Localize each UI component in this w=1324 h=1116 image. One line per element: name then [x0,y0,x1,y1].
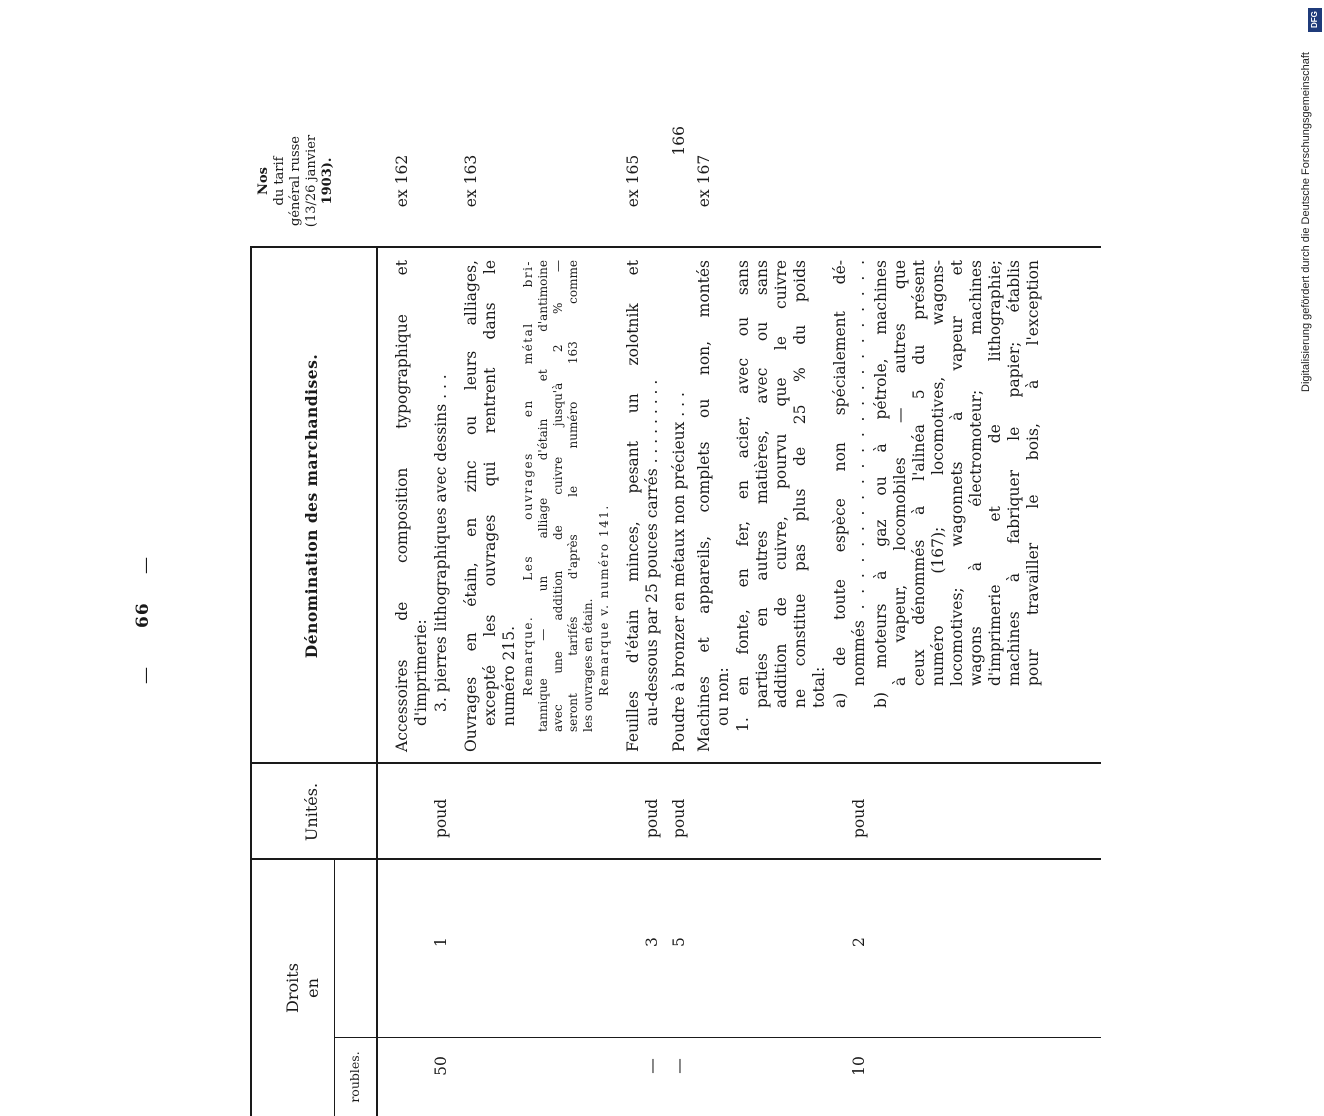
row-roubles-162: 1 [432,937,450,947]
row-text-167: d'imprimerie et de lithographie; [986,260,1004,686]
header-nos-line: du tarif [272,156,287,206]
row-unit-165: poud [643,798,661,838]
rotated-document-page [128,116,1324,1116]
row-roubles-165: 3 [643,937,661,947]
row-text-167: total: [810,666,828,708]
row-unit-167: poud [850,798,868,838]
row-text-163: numéro 215. [500,625,518,726]
header-bottom-rule [376,246,378,1116]
row-text-163: excepté les ouvrages qui rentrent dans le [481,260,499,726]
row-text-166: Poudre à bronzer en métaux non précieux . . . [670,392,688,752]
header-units: Unités. [302,782,321,842]
row-text-167: machines à fabriquer le papier; établis [1005,260,1023,686]
header-denomination: Dénomination des marchandises. [302,353,321,659]
row-unit-166: poud [670,798,688,838]
row-copecs-162: 50 [432,1056,450,1076]
header-droits-line: en [303,978,322,998]
header-dash-right: — [136,557,156,574]
row-text-167: à vapeur, locomobiles — autres que [891,260,909,686]
column-rule-units [251,859,1101,861]
remarque-line: avec une addition de cuivre jusqu'à 2 % — [551,260,565,732]
row-text-167: addition de cuivre, pourvu que le cuivre [772,260,790,708]
row-roubles-166: 5 [670,937,688,947]
row-num-167: ex 167 [695,154,713,208]
row-text-167: ou non: [714,667,732,726]
page-number: 66 [133,602,153,628]
header-nos-line: (13/26 janvier [304,134,319,228]
row-text-165: Feuilles d'étain minces, pesant un zolotnik et [624,260,642,752]
header-droits-line: Droits [283,963,302,1013]
remarque-line: seront tarifés d'après le numéro 163 comme [566,260,580,732]
row-text-167: Machines et appareils, complets ou non, montés [695,260,713,752]
row-text-167: pour travailler le bois, à l'exception [1024,260,1042,686]
row-num-163: ex 163 [462,154,480,208]
header-dash-left: — [136,667,156,684]
row-text-167: b) moteurs à gaz ou à pétrole, machines [872,260,890,708]
row-text-162: Accessoires de composition typographique et [393,260,411,752]
digitisation-credit: Digitalisierung gefördert durch die Deutsche Forschungsgemeinschaft [1300,52,1312,392]
row-text-167: ceux dénommés à l'alinéa 5 du présent [910,260,928,686]
column-rule-denomination [251,763,1101,765]
row-text-167: a) de toute espèce non spécialement dé- [831,260,849,708]
header-nos-line: 1903). [320,157,335,205]
header-nos-line: Nos [256,167,271,195]
remarque-line: les ouvrages en étain. [581,598,595,732]
droits-subheader-rule [334,860,335,1116]
header-droits [283,860,323,1116]
row-copecs-165: — [643,1058,661,1074]
remarque-line: tannique — un alliage d'étain et d'antimoine [536,260,550,732]
row-text-165: au-dessous par 25 pouces carrés . . . . . . . . . [643,379,661,726]
row-text-162: d'imprimerie: [412,619,430,726]
remarque-see-141: Remarque v. numéro 141. [597,504,611,696]
header-nos [256,116,336,246]
row-num-165: ex 165 [624,154,642,208]
row-text-167: numéro (167); locomotives, wagons- [929,260,947,686]
remarque-line: Remarque. Les ouvrages en métal bri- [521,260,535,696]
header-roubles: roubles. [347,1051,362,1103]
header-nos-line: général russe [288,136,303,226]
row-text-162: 3. pierres lithographiques avec dessins . . . [432,374,450,712]
row-text-167: parties en autres matières, avec ou sans [753,260,771,708]
row-num-166: 166 [670,126,688,156]
row-text-167: locomotives; wagonnets à vapeur et [948,260,966,686]
row-unit-162: poud [432,798,450,838]
dfg-logo-text: DFG [1310,11,1319,28]
column-rule-nos [251,247,1101,249]
row-copecs-167: 10 [850,1056,868,1076]
row-num-162: ex 162 [393,154,411,208]
row-text-167: ne constitue pas plus de 25 % du poids [791,260,809,708]
row-roubles-167: 2 [850,937,868,947]
row-text-167: 1. en fonte, en fer, en acier, avec ou sans [734,260,752,732]
row-text-167: wagons à électromoteur; machines [967,260,985,686]
row-text-163: Ouvrages en étain, en zinc ou leurs alliages, [462,260,480,752]
column-rule-roubles-copecs [334,1037,1101,1038]
row-copecs-166: — [670,1058,688,1074]
table-top-rule [250,246,252,1116]
row-text-167: nommés . . . . . . . . . . . . . . . . . . . . . . . [850,260,868,686]
